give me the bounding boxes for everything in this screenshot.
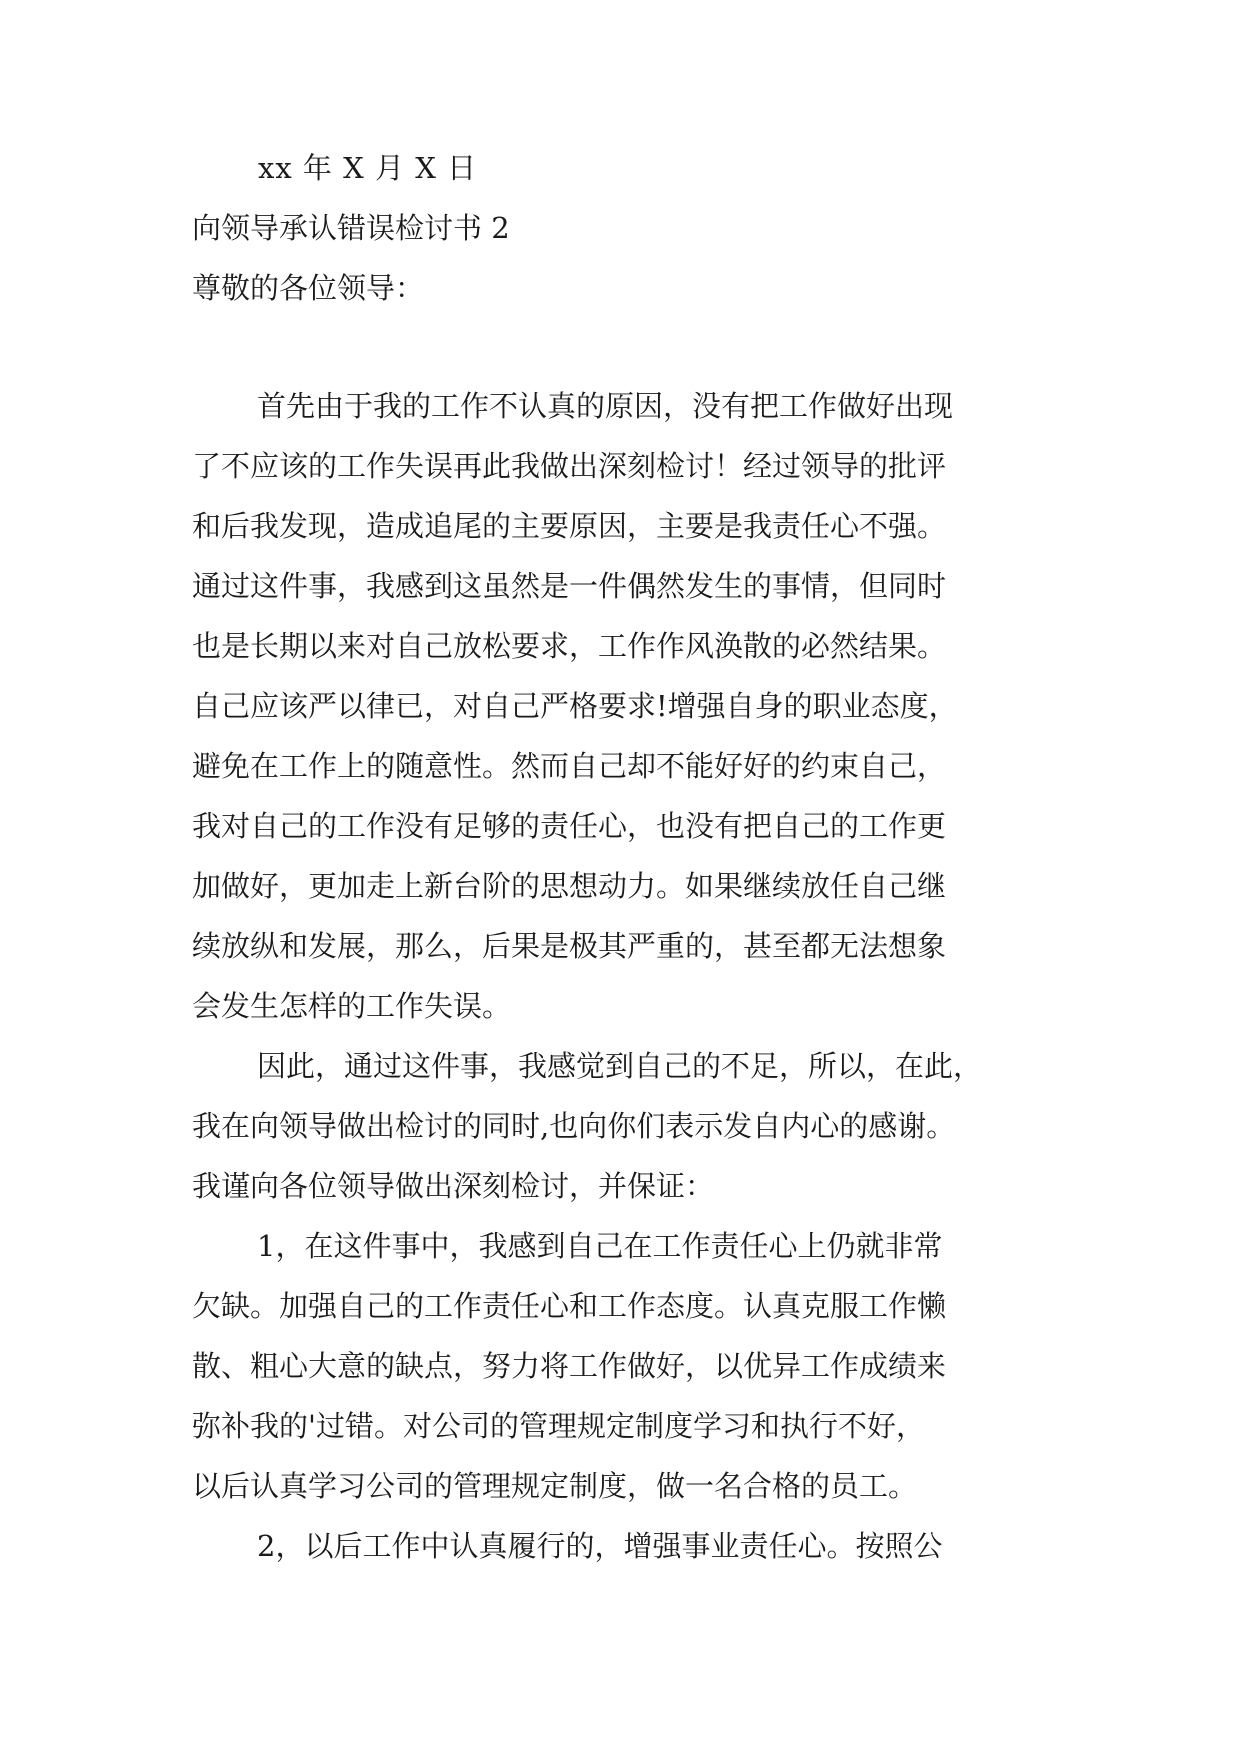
paragraph-line: 1，在这件事中，我感到自己在工作责任心上仍就非常	[257, 1229, 943, 1263]
salutation: 尊敬的各位领导：	[192, 271, 425, 305]
document-title: 向领导承认错误检讨书 2	[192, 211, 510, 245]
date-line: xx 年 X 月 X 日	[258, 151, 478, 185]
paragraph-line: 通过这件事，我感到这虽然是一件偶然发生的事情，但同时	[192, 569, 947, 603]
paragraph-line: 我对自己的工作没有足够的责任心，也没有把自己的工作更	[192, 809, 947, 843]
paragraph-line: 首先由于我的工作不认真的原因，没有把工作做好出现	[257, 389, 954, 423]
paragraph-line: 以后认真学习公司的管理规定制度，做一名合格的员工。	[192, 1469, 918, 1503]
paragraph-line: 自己应该严以律已，对自己严格要求!增强自身的职业态度，	[192, 689, 958, 723]
paragraph-line: 我谨向各位领导做出深刻检讨，并保证：	[192, 1169, 715, 1203]
paragraph-line: 加做好，更加走上新台阶的思想动力。如果继续放任自己继	[192, 869, 947, 903]
paragraph-line: 避免在工作上的随意性。然而自己却不能好好的约束自己，	[192, 749, 947, 783]
paragraph-line: 了不应该的工作失误再此我做出深刻检讨！经过领导的批评	[192, 449, 947, 483]
paragraph-line: 散、粗心大意的缺点，努力将工作做好，以优异工作成绩来	[192, 1349, 947, 1383]
paragraph-line: 我在向领导做出检讨的同时,也向你们表示发自内心的感谢。	[192, 1109, 956, 1143]
paragraph-line: 续放纵和发展，那么，后果是极其严重的，甚至都无法想象	[192, 929, 947, 963]
paragraph-line: 2，以后工作中认真履行的，增强事业责任心。按照公	[257, 1529, 943, 1563]
paragraph-line: 欠缺。加强自己的工作责任心和工作态度。认真克服工作懒	[192, 1289, 947, 1323]
paragraph-line: 和后我发现，造成追尾的主要原因，主要是我责任心不强。	[192, 509, 947, 543]
paragraph-line: 弥补我的'过错。对公司的管理规定制度学习和执行不好，	[192, 1409, 925, 1443]
paragraph-line: 因此，通过这件事，我感觉到自己的不足，所以，在此，	[257, 1049, 983, 1083]
paragraph-line: 也是长期以来对自己放松要求，工作作风涣散的必然结果。	[192, 629, 947, 663]
paragraph-line: 会发生怎样的工作失误。	[192, 989, 512, 1023]
